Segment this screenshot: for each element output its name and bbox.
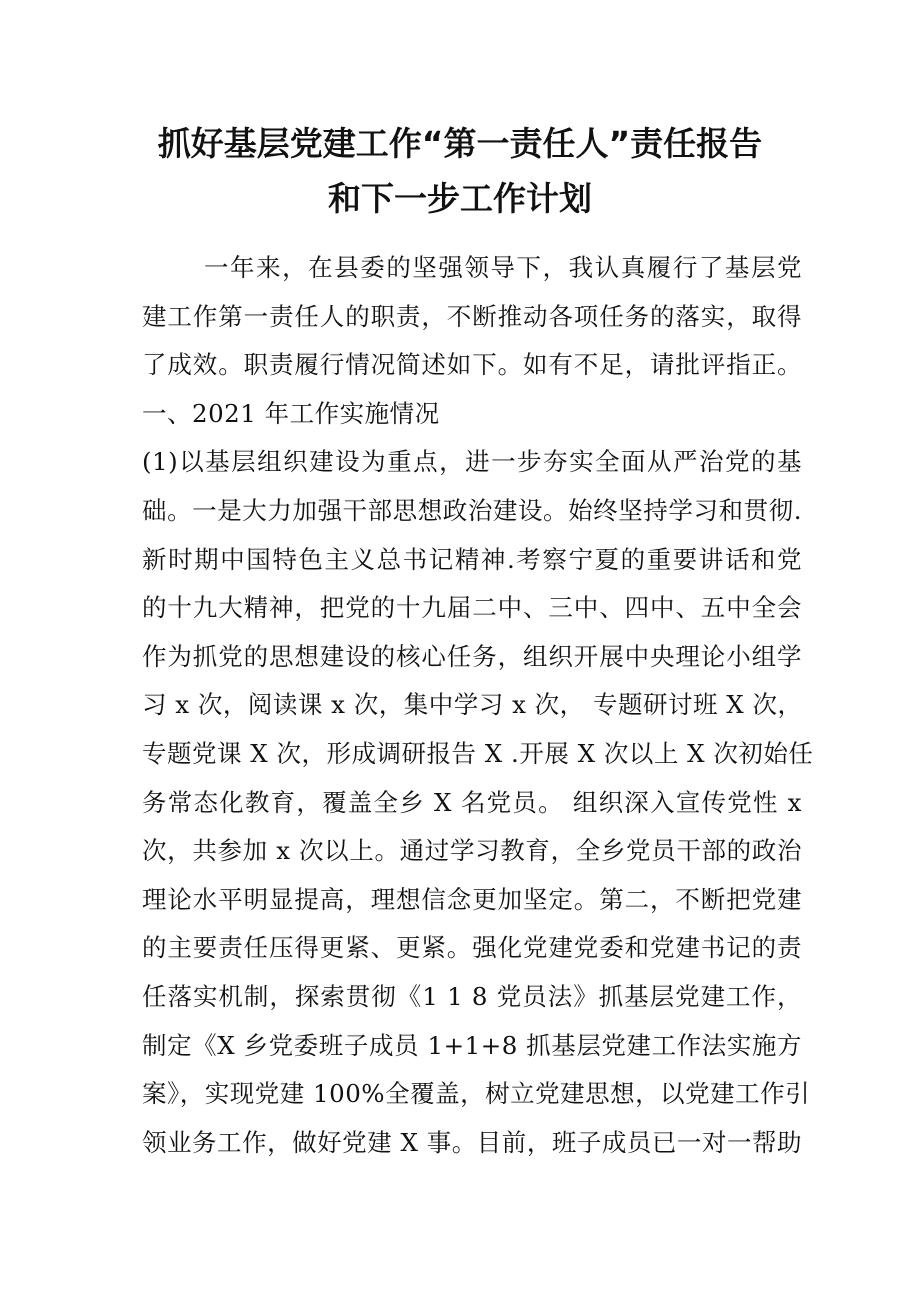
body-line: 的十九大精神，把党的十九届二中、三中、四中、五中全会 xyxy=(142,593,802,623)
body-line: 习 x 次，阅读课 x 次，集中学习 x 次， 专题研讨班 X 次， xyxy=(142,690,803,720)
body-line: 专题党课 X 次，形成调研报告 X .开展 X 次以上 X 次初始任 xyxy=(142,738,814,768)
body-line: 一年来，在县委的坚强领导下，我认真履行了基层党 xyxy=(204,253,802,282)
body-line: (1)以基层组织建设为重点，进一步夯实全面从严治党的基 xyxy=(142,447,802,477)
document-body xyxy=(142,244,814,1167)
section-heading: 一、2021 年工作实施情况 xyxy=(142,398,440,428)
body-line: 建工作第一责任人的职责，不断推动各项任务的落实，取得 xyxy=(142,301,802,331)
body-line: 了成效。职责履行情况简述如下。如有不足，请批评指正。 xyxy=(142,350,802,380)
body-line: 务常态化教育，覆盖全乡 X 名党员。 组织深入宣传党性 x xyxy=(142,787,802,817)
body-line: 的主要责任压得更紧、更紧。强化党建党委和党建书记的责 xyxy=(142,933,802,963)
document-title-line-1: 抓好基层党建工作“第一责任人”责任报告 xyxy=(157,124,763,163)
body-line: 础。一是大力加强干部思想政治建设。始终坚持学习和贯彻. xyxy=(142,495,802,525)
body-line: 任落实机制，探索贯彻《1 1 8 党员法》抓基层党建工作， xyxy=(142,981,802,1011)
body-line: 领业务工作，做好党建 X 事。目前，班子成员已一对一帮助 xyxy=(142,1127,802,1157)
body-line: 制定《X 乡党委班子成员 1+1+8 抓基层党建工作法实施方 xyxy=(142,1030,802,1060)
body-line: 理论水平明显提高，理想信念更加坚定。第二，不断把党建 xyxy=(142,884,802,914)
document-title-line-2: 和下一步工作计划 xyxy=(328,179,592,218)
body-line: 案》，实现党建 100%全覆盖，树立党建思想，以党建工作引 xyxy=(142,1079,811,1109)
body-line: 次，共参加 x 次以上。通过学习教育，全乡党员干部的政治 xyxy=(142,836,802,866)
body-line: 作为抓党的思想建设的核心任务，组织开展中央理论小组学 xyxy=(142,641,802,671)
body-line: 新时期中国特色主义总书记精神.考察宁夏的重要讲话和党 xyxy=(142,544,802,574)
